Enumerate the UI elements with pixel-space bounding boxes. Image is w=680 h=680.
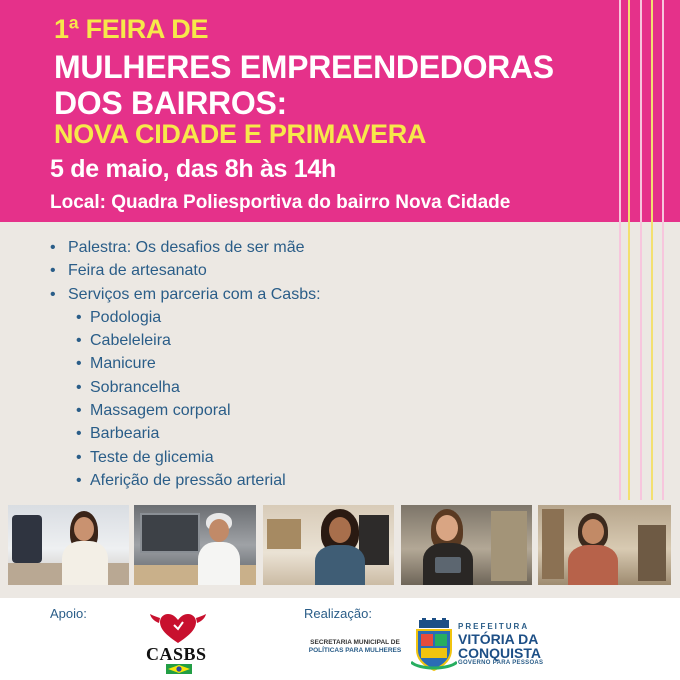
service-item: • Sobrancelha — [48, 376, 321, 399]
poster-header — [0, 0, 680, 222]
city-crest-icon — [411, 618, 457, 672]
prefeitura-tagline: GOVERNO PARA PESSOAS — [458, 660, 544, 666]
decor-line — [628, 0, 630, 500]
service-item: • Podologia — [48, 306, 321, 329]
title-line-3: DOS BAIRROS: — [54, 85, 287, 121]
casbs-logo-text: CASBS — [146, 644, 207, 664]
decor-line — [619, 0, 621, 500]
brazil-flag-icon — [166, 664, 192, 674]
realization-label: Realização: — [304, 606, 372, 621]
list-item: • Feira de artesanato — [48, 259, 321, 282]
list-item: • Palestra: Os desafios de ser mãe — [48, 236, 321, 259]
service-item: • Aferição de pressão arterial — [48, 469, 321, 492]
service-item: • Teste de glicemia — [48, 446, 321, 469]
seamstress-photo — [8, 505, 129, 585]
prefeitura-city — [458, 632, 541, 660]
support-label: Apoio: — [50, 606, 87, 621]
service-item: • Manicure — [48, 352, 321, 375]
cafe-owner-photo — [263, 505, 394, 585]
title-line-2: MULHERES EMPREENDEDORAS — [54, 49, 554, 85]
decor-line — [662, 0, 664, 500]
casbs-heart-icon — [150, 611, 206, 645]
title-line-4: NOVA CIDADE E PRIMAVERA — [54, 119, 427, 149]
service-item: • Cabeleleira — [48, 329, 321, 352]
activities-list — [48, 236, 321, 492]
decor-line — [651, 0, 653, 500]
service-item: • Massagem corporal — [48, 399, 321, 422]
event-location: Local: Quadra Poliesportiva do bairro Nova Cidade — [50, 192, 511, 213]
decor-line — [640, 0, 642, 500]
prefeitura-label: PREFEITURA — [458, 622, 530, 631]
title-line-1: 1ª FEIRA DE — [54, 14, 209, 44]
list-item: • Serviços em parceria com a Casbs: — [48, 283, 321, 306]
event-date: 5 de maio, das 8h às 14h — [50, 155, 336, 183]
artisan-photo — [538, 505, 671, 585]
secretaria-line-1: SECRETARIA MUNICIPAL DE — [310, 639, 400, 646]
baker-photo — [134, 505, 256, 585]
secretaria-line-2: POLÍTICAS PARA MULHERES — [308, 647, 402, 654]
prefeitura-city-line-1: VITÓRIA DA — [458, 631, 539, 647]
shop-owner-photo — [401, 505, 532, 585]
prefeitura-city-line-2: CONQUISTA — [458, 645, 541, 661]
secretaria-logo — [305, 639, 405, 655]
service-item: • Barbearia — [48, 422, 321, 445]
